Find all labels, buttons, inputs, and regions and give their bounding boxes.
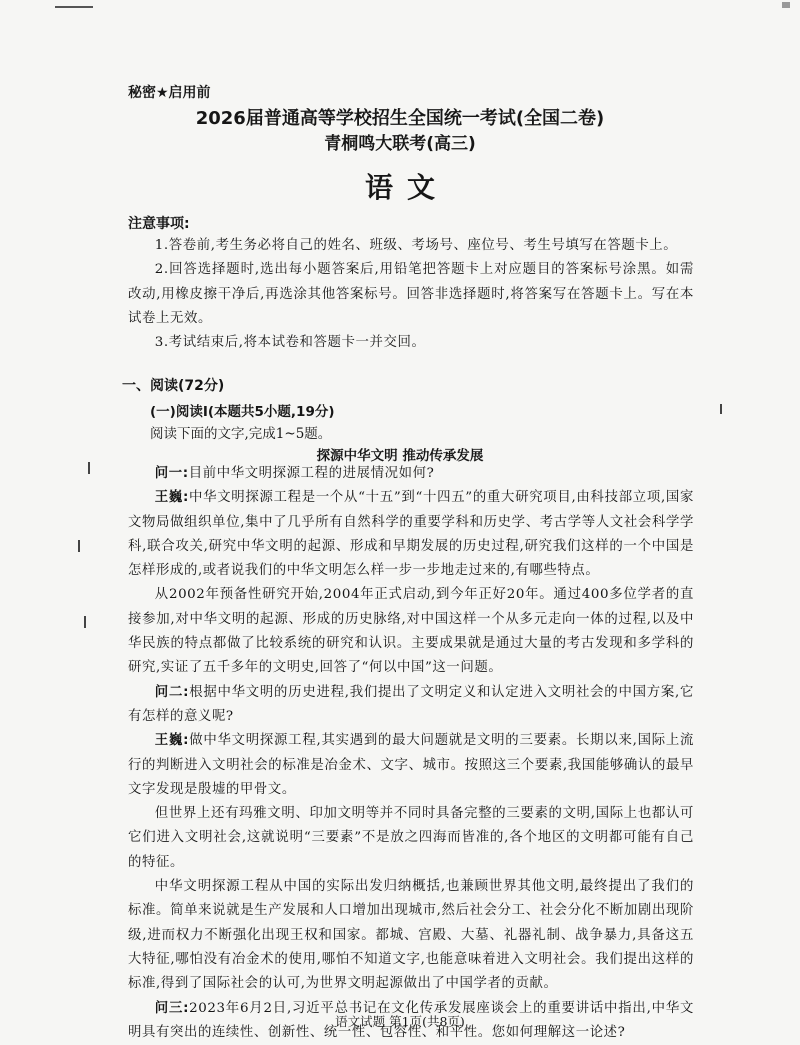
paragraph-text: 但世界上还有玛雅文明、印加文明等并不同时具备完整的三要素的文明,国际上也都认可它们进入文明社会,这就说明“三要素”不是放之四海而皆准的,各个地区的文明都可能有自己的特征。 [128, 806, 694, 870]
speaker-label: 问一: [154, 466, 189, 481]
scan-mark [782, 2, 790, 8]
page-footer: 语文试题 第1页(共8页) [335, 1014, 465, 1029]
paragraph-text: 中华文明探源工程是一个从“十五”到“十四五”的重大研究项目,由科技部立项,国家文物局做组织单位,集中了几乎所有自然科学的重要学科和历史学、考古学等人文社会科学学科,联合攻关,研究中华文明的起源、形成和早期发展的历史过程,研究我们这样的一个中国是怎样形成的,或者说我们的中华文明怎么样一步一步地走过来的,有哪些特点。 [128, 490, 695, 579]
paragraph-text: 做中华文明探源工程,其实遇到的最大问题就是文明的三要素。长期以来,国际上流行的判断进入文明社会的标准是冶金术、文字、城市。按照这三个要素,我国能够确认的最早文字发现是殷墟的甲骨文。 [128, 733, 695, 797]
speaker-label: 问二: [154, 684, 190, 700]
note-item: 1.答卷前,考生务必将自己的姓名、班级、考场号、座位号、考生号填写在答题卡上。 [154, 238, 678, 253]
reading-part-heading: (一)阅读Ⅰ(本题共5小题,19分) [150, 404, 335, 420]
article-paragraph [128, 681, 694, 730]
exam-subtitle: 青桐鸣大联考(高三) [324, 134, 476, 154]
notes-list [128, 234, 694, 355]
paragraph-text: 目前中华文明探源工程的进展情况如何? [188, 466, 435, 481]
article-body [128, 462, 694, 1045]
speaker-label: 王巍: [154, 490, 189, 506]
confidential-label: 秘密★启用前 [128, 85, 211, 101]
article-paragraph [128, 875, 694, 996]
article-paragraph [128, 802, 694, 875]
margin-tick [720, 404, 722, 414]
section-heading: 一、阅读(72分) [122, 378, 225, 394]
reading-instruction: 阅读下面的文字,完成1~5题。 [150, 426, 332, 442]
exam-title: 2026届普通高等学校招生全国统一考试(全国二卷) [195, 108, 605, 129]
subject-title: 语文 [364, 171, 449, 204]
paragraph-text: 中华文明探源工程从中国的实际出发归纳概括,也兼顾世界其他文明,最终提出了我们的标准。简单来说就是生产发展和人口增加出现城市,然后社会分工、社会分化不断加剧出现阶级,进而权力不断强化出现王权和国家。都城、宫殿、大墓、礼器礼制、战争暴力,具备这五大特征,哪怕没有冶金术的使用,哪怕不知道文字,也能意味着进入文明社会。我们提出这样的标准,得到了国际社会的认可,为世界文明起源做出了中国学者的贡献。 [128, 879, 694, 992]
margin-tick [84, 616, 86, 628]
article-paragraph [128, 729, 694, 802]
speaker-label: 问三: [154, 1000, 190, 1016]
margin-tick [78, 540, 80, 552]
paragraph-text: 从2002年预备性研究开始,2004年正式启动,到今年正好20年。通过400多位学者的直接参加,对中华文明的起源、形成的历史脉络,对中国这样一个从多元走向一体的过程,以及中华民族的特点都做了比较系统的研究和认识。主要成果就是通过大量的考古发现和多学科的研究,实证了五千多年的文明史,回答了“何以中国”这一问题。 [128, 587, 694, 676]
notes-heading: 注意事项: [128, 216, 190, 232]
note-item: 3.考试结束后,将本试卷和答题卡一并交回。 [154, 335, 426, 351]
article-paragraph [128, 583, 694, 680]
article-paragraph [128, 486, 694, 583]
scan-mark [55, 6, 93, 8]
speaker-label: 王巍: [154, 733, 190, 749]
article-title: 探源中华文明 推动传承发展 [316, 448, 484, 464]
article-paragraph [128, 462, 694, 486]
note-item: 2.回答选择题时,选出每小题答案后,用铅笔把答题卡上对应题目的答案标号涂黑。如需改动,用橡皮擦干净后,再选涂其他答案标号。回答非选择题时,将答案写在答题卡上。写在本试卷上无效。 [128, 262, 694, 326]
paragraph-text: 2023年6月2日,习近平总书记在文化传承发展座谈会上的重要讲话中指出,中华文明具有突出的连续性、创新性、统一性、包容性、和平性。您如何理解这一论述? [128, 1000, 695, 1040]
paragraph-text: 根据中华文明的历史进程,我们提出了文明定义和认定进入文明社会的中国方案,它有怎样的意义呢? [128, 684, 695, 724]
